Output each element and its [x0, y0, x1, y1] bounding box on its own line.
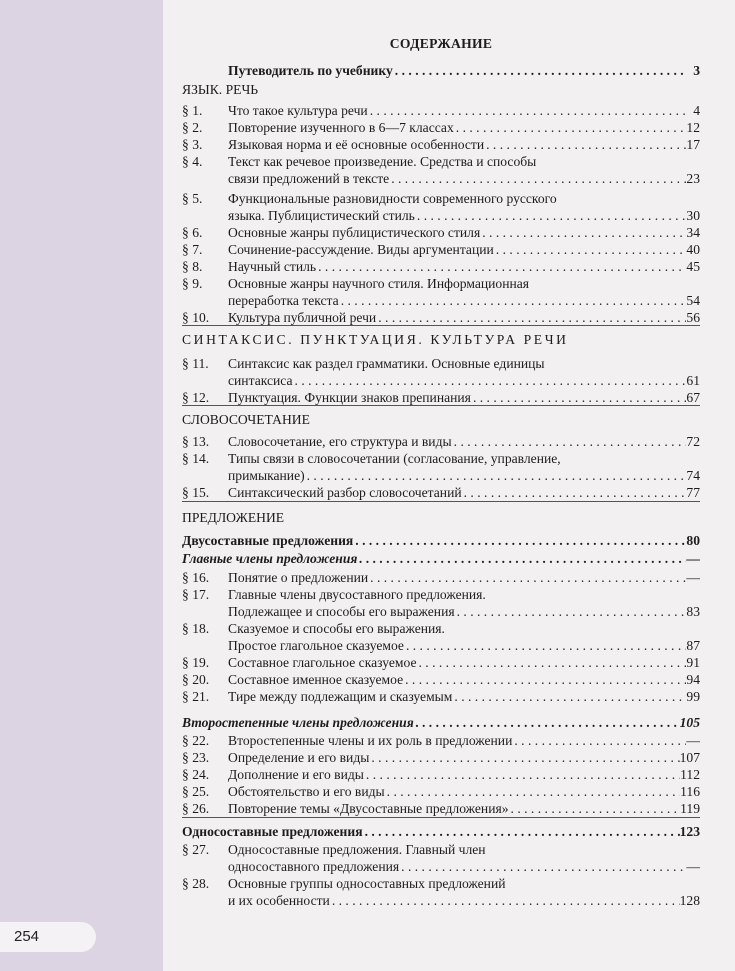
- entry-title: Синтаксический разбор словосочетаний: [228, 485, 462, 500]
- toc-entry[interactable]: [182, 275, 700, 292]
- toc-entry[interactable]: [182, 119, 700, 136]
- entry-title: Культура публичной речи: [228, 310, 377, 325]
- dot-leader: [363, 823, 680, 840]
- dot-leader: [369, 749, 679, 766]
- entry-page: 107: [679, 750, 700, 765]
- entry-title: Сказуемое и способы его выражения.: [228, 621, 445, 636]
- entry-title: односоставного предложения: [228, 859, 400, 874]
- entry-page: —: [686, 733, 700, 748]
- entry-page: 45: [686, 259, 700, 274]
- entry-number: § 20.: [182, 672, 210, 687]
- dot-leader: [509, 800, 681, 817]
- entry-number: § 28.: [182, 876, 210, 891]
- toc-entry-continued[interactable]: [228, 637, 700, 654]
- toc-entry[interactable]: [182, 389, 700, 406]
- entry-number: § 8.: [182, 259, 203, 274]
- toc-entry[interactable]: [182, 841, 700, 858]
- dot-leader: [368, 102, 686, 119]
- entry-title: Путеводитель по учебнику: [228, 63, 393, 78]
- entry-title: Главные члены предложения: [182, 551, 358, 566]
- toc-entry[interactable]: [182, 671, 700, 688]
- entry-page: 80: [686, 533, 700, 548]
- entry-title: Основные жанры публицистического стиля: [228, 225, 481, 240]
- toc-entry[interactable]: [182, 153, 700, 170]
- entry-title: Подлежащее и способы его выражения: [228, 604, 455, 619]
- entry-title: Языковая норма и её основные особенности: [228, 137, 485, 152]
- section-heading: СЛОВОСОЧЕТАНИЕ: [182, 412, 310, 427]
- dot-leader: [339, 292, 686, 309]
- entry-number: § 13.: [182, 434, 210, 449]
- entry-page: 54: [686, 293, 700, 308]
- entry-page: 105: [679, 715, 700, 730]
- dot-leader: [389, 170, 686, 187]
- entry-title: Текст как речевое произведение. Средства и способы: [228, 154, 537, 169]
- entry-title: Основные группы односоставных предложений: [228, 876, 506, 891]
- entry-title: Пунктуация. Функции знаков препинания: [228, 390, 471, 405]
- entry-title: Двусоставные предложения: [182, 533, 354, 548]
- entry-number: § 24.: [182, 767, 210, 782]
- entry-number: § 16.: [182, 570, 210, 585]
- entry-number: § 7.: [182, 242, 203, 257]
- entry-number: § 4.: [182, 154, 203, 169]
- entry-number: § 2.: [182, 120, 203, 135]
- dot-leader: [414, 714, 680, 731]
- toc-entry[interactable]: [182, 800, 700, 817]
- entry-page: 72: [686, 434, 700, 449]
- toc-entry[interactable]: [182, 654, 700, 671]
- entry-page: 61: [686, 373, 700, 388]
- entry-number: § 27.: [182, 842, 210, 857]
- entry-title: примыкание): [228, 468, 305, 483]
- entry-title: Повторение темы «Двусоставные предложения»: [228, 801, 509, 816]
- entry-title: связи предложений в тексте: [228, 171, 390, 186]
- entry-number: § 11.: [182, 356, 209, 371]
- dot-leader: [452, 688, 686, 705]
- entry-title: Дополнение и его виды: [228, 767, 364, 782]
- entry-page: 87: [686, 638, 700, 653]
- entry-title: Односоставные предложения. Главный член: [228, 842, 486, 857]
- entry-title: Основные жанры научного стиля. Информационная: [228, 276, 530, 291]
- dot-leader: [368, 569, 686, 586]
- dot-leader: [353, 532, 686, 549]
- toc-entry-continued[interactable]: [228, 170, 700, 187]
- entry-title: Составное глагольное сказуемое: [228, 655, 417, 670]
- dot-leader: [305, 467, 686, 484]
- toc-entry[interactable]: [182, 309, 700, 326]
- dot-leader: [480, 224, 686, 241]
- entry-number: § 5.: [182, 191, 203, 206]
- toc-group-main-members[interactable]: [182, 550, 700, 567]
- entry-page: 4: [693, 103, 700, 118]
- entry-title: Что такое культура речи: [228, 103, 368, 118]
- toc-entry[interactable]: [182, 136, 700, 153]
- dot-leader: [316, 258, 686, 275]
- entry-title: Понятие о предложении: [228, 570, 369, 585]
- entry-number: § 26.: [182, 801, 210, 816]
- entry-page: 30: [686, 208, 700, 223]
- toc-entry[interactable]: [182, 766, 700, 783]
- page-title: СОДЕРЖАНИЕ: [389, 36, 493, 51]
- entry-title: Второстепенные члены предложения: [182, 715, 414, 730]
- entry-title: Повторение изученного в 6—7 классах: [228, 120, 454, 135]
- entry-number: § 12.: [182, 390, 210, 405]
- entry-page: 77: [686, 485, 700, 500]
- toc-group-one-part[interactable]: [182, 823, 700, 840]
- toc-entry[interactable]: [182, 258, 700, 275]
- entry-title: Главные члены двусоставного предложения.: [228, 587, 486, 602]
- entry-number: § 19.: [182, 655, 210, 670]
- page-margin-strip: [0, 0, 163, 971]
- entry-number: § 17.: [182, 587, 210, 602]
- entry-title: синтаксиса: [228, 373, 293, 388]
- entry-page: 56: [686, 310, 700, 325]
- dot-leader: [494, 241, 686, 258]
- entry-page: 123: [679, 824, 700, 839]
- dot-leader: [404, 637, 686, 654]
- section-heading: ЯЗЫК. РЕЧЬ: [182, 82, 259, 97]
- toc-entry-continued[interactable]: [228, 892, 700, 909]
- toc-group-two-part[interactable]: [182, 532, 700, 549]
- dot-leader: [393, 62, 686, 79]
- entry-page: 91: [686, 655, 700, 670]
- entry-title: Определение и его виды: [228, 750, 370, 765]
- entry-number: § 25.: [182, 784, 210, 799]
- dot-leader: [385, 783, 680, 800]
- entry-page: 17: [686, 137, 700, 152]
- entry-title: Односоставные предложения: [182, 824, 363, 839]
- entry-page: 119: [680, 801, 700, 816]
- toc-entry-continued[interactable]: [228, 372, 700, 389]
- dot-leader: [376, 309, 686, 326]
- toc-entry[interactable]: [182, 450, 700, 467]
- entry-title: Функциональные разновидности современного русского: [228, 191, 557, 206]
- entry-page: 74: [686, 468, 700, 483]
- entry-number: § 9.: [182, 276, 203, 291]
- toc-entry[interactable]: [182, 620, 700, 637]
- dot-leader: [403, 671, 686, 688]
- toc-entry-continued[interactable]: [228, 292, 700, 309]
- entry-page: —: [686, 551, 700, 566]
- toc-entry-continued[interactable]: [228, 467, 700, 484]
- dot-leader: [416, 654, 686, 671]
- entry-page: 94: [686, 672, 700, 687]
- entry-title: Обстоятельство и его виды: [228, 784, 385, 799]
- toc-entry[interactable]: [182, 569, 700, 586]
- dot-leader: [455, 603, 686, 620]
- toc-entry[interactable]: [182, 586, 700, 603]
- dot-leader: [484, 136, 686, 153]
- toc-entry[interactable]: [182, 102, 700, 119]
- entry-page: —: [686, 859, 700, 874]
- entry-page: 12: [686, 120, 700, 135]
- entry-number: § 15.: [182, 485, 210, 500]
- entry-number: § 18.: [182, 621, 210, 636]
- toc-entry[interactable]: [182, 190, 700, 207]
- entry-page: —: [686, 570, 700, 585]
- dot-leader: [357, 550, 686, 567]
- dot-leader: [462, 484, 686, 501]
- entry-title: Простое глагольное сказуемое: [228, 638, 404, 653]
- entry-number: § 3.: [182, 137, 203, 152]
- entry-title: Типы связи в словосочетании (согласование, управление,: [228, 451, 561, 466]
- entry-page: 67: [686, 390, 700, 405]
- entry-title: Научный стиль: [228, 259, 317, 274]
- entry-number: § 14.: [182, 451, 210, 466]
- entry-page: 116: [680, 784, 700, 799]
- toc-entry[interactable]: [182, 355, 700, 372]
- divider: [182, 325, 700, 326]
- entry-title: Второстепенные члены и их роль в предложении: [228, 733, 513, 748]
- toc-entry[interactable]: [182, 783, 700, 800]
- divider: [182, 817, 700, 818]
- entry-title: Словосочетание, его структура и виды: [228, 434, 452, 449]
- dot-leader: [399, 858, 686, 875]
- dot-leader: [364, 766, 680, 783]
- entry-number: § 1.: [182, 103, 203, 118]
- entry-page: 34: [686, 225, 700, 240]
- toc-entry[interactable]: [182, 484, 700, 501]
- divider: [182, 405, 700, 406]
- divider: [182, 501, 700, 502]
- entry-number: § 10.: [182, 310, 210, 325]
- entry-title: Составное именное сказуемое: [228, 672, 404, 687]
- entry-page: 83: [686, 604, 700, 619]
- dot-leader: [330, 892, 680, 909]
- dot-leader: [454, 119, 686, 136]
- toc-entry-continued[interactable]: [228, 603, 700, 620]
- entry-number: § 23.: [182, 750, 210, 765]
- section-heading: ПРЕДЛОЖЕНИЕ: [182, 510, 285, 525]
- toc-entry[interactable]: [182, 224, 700, 241]
- dot-leader: [293, 372, 686, 389]
- entry-page: 23: [686, 171, 700, 186]
- dot-leader: [452, 433, 686, 450]
- entry-title: переработка текста: [228, 293, 339, 308]
- entry-number: § 6.: [182, 225, 203, 240]
- toc-entry-guide[interactable]: [228, 62, 700, 79]
- dot-leader: [471, 389, 686, 406]
- entry-page: 112: [680, 767, 700, 782]
- entry-page: 99: [686, 689, 700, 704]
- toc-entry[interactable]: [182, 433, 700, 450]
- page-number: 254: [0, 922, 96, 952]
- dot-leader: [512, 732, 686, 749]
- toc-group-secondary-members[interactable]: [182, 714, 700, 731]
- entry-title: языка. Публицистический стиль: [228, 208, 415, 223]
- toc-entry[interactable]: [182, 749, 700, 766]
- entry-page: 128: [679, 893, 700, 908]
- entry-number: § 21.: [182, 689, 210, 704]
- toc-entry-continued[interactable]: [228, 207, 700, 224]
- entry-title: Тире между подлежащим и сказуемым: [228, 689, 453, 704]
- toc-entry[interactable]: [182, 875, 700, 892]
- entry-title: Синтаксис как раздел грамматики. Основные единицы: [228, 356, 545, 371]
- entry-page: 3: [693, 63, 700, 78]
- toc-entry-continued[interactable]: [228, 858, 700, 875]
- toc-entry[interactable]: [182, 688, 700, 705]
- dot-leader: [415, 207, 686, 224]
- entry-number: § 22.: [182, 733, 210, 748]
- entry-page: 40: [686, 242, 700, 257]
- entry-title: Сочинение-рассуждение. Виды аргументации: [228, 242, 494, 257]
- section-heading: СИНТАКСИС. ПУНКТУАЦИЯ. КУЛЬТУРА РЕЧИ: [182, 332, 569, 347]
- toc-entry[interactable]: [182, 241, 700, 258]
- toc-entry[interactable]: [182, 732, 700, 749]
- entry-title: и их особенности: [228, 893, 330, 908]
